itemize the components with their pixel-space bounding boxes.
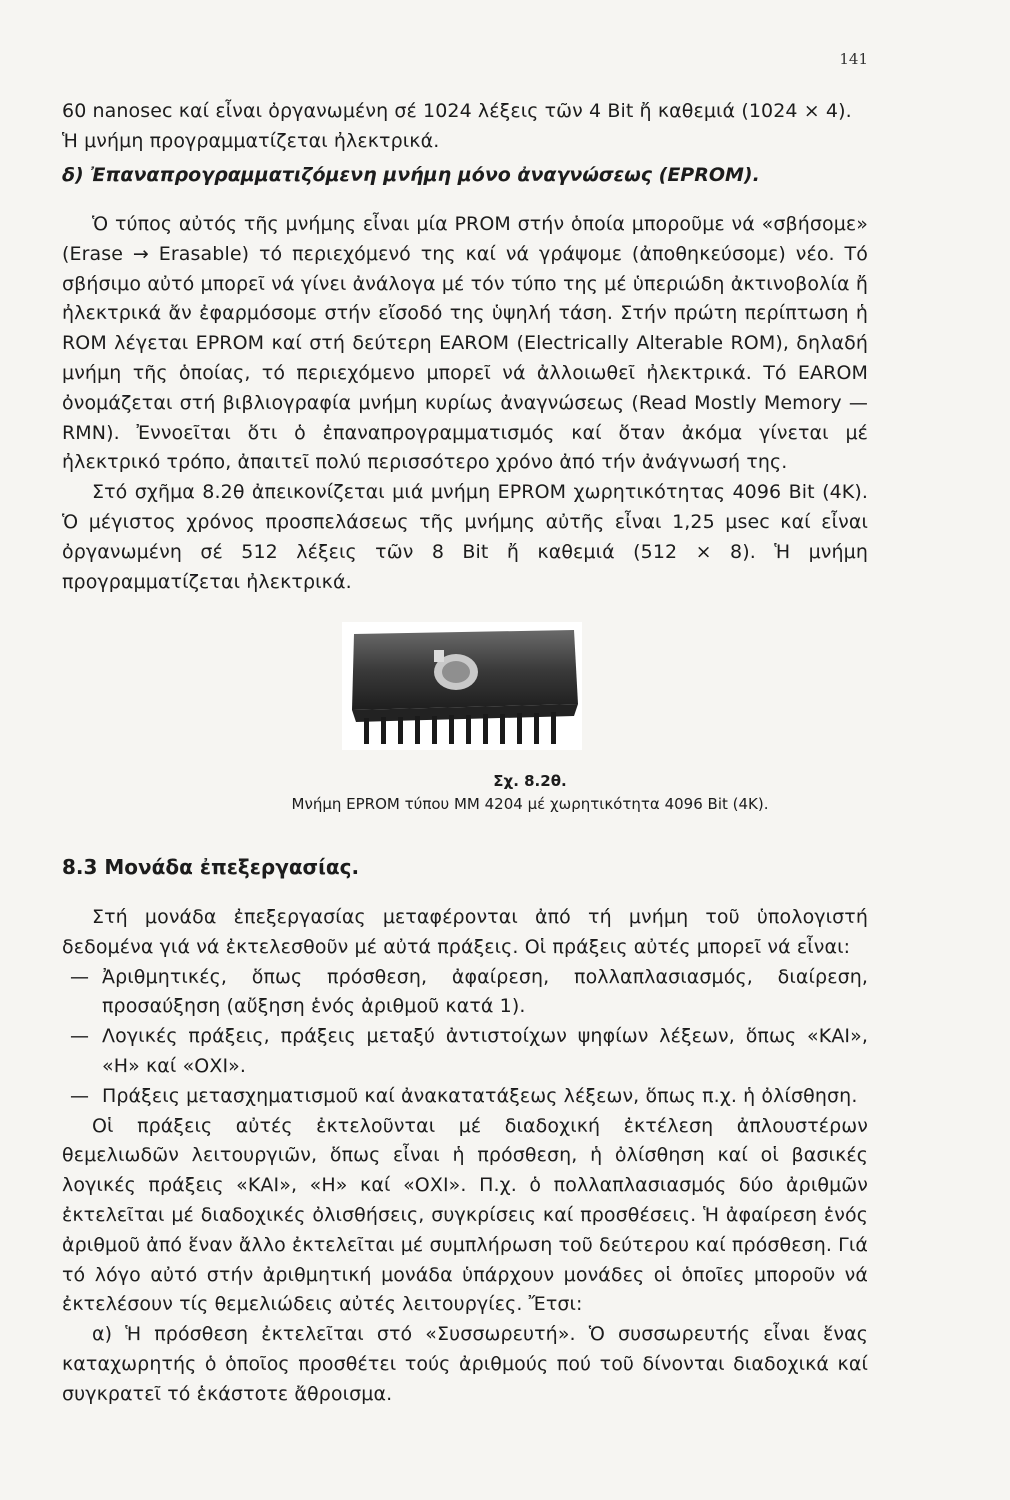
eprom-section xyxy=(62,210,868,597)
list-item xyxy=(62,1022,868,1082)
list-dash: — xyxy=(70,965,90,988)
eprom-chip-photo xyxy=(342,622,582,750)
page-number: 141 xyxy=(839,50,868,68)
subsection-heading: δ) Ἐπαναπρογραμματιζόμενη μνήμη μόνο ἀναγνώσεως (EPROM). xyxy=(62,164,760,186)
list-dash: — xyxy=(70,1025,90,1048)
top-paragraph xyxy=(62,97,868,157)
list-dash: — xyxy=(70,1084,90,1107)
eprom-paragraph: Ὁ τύπος αὐτός τῆς μνήμης εἶναι μία PROM στήν ὁποία μποροῦμε νά «σβήσομε» (Erase → Erasable) τό περιεχόμενό της καί νά γράψομε (ἀποθηκεύσομε) νέο. Τό σβήσιμο αὐτό μπορεῖ νά γίνει ἀνάλογα μέ τόν τύπο της μέ ὑπεριώδη ἀκτινοβολία ἤ ἠλεκτρικά ἄν ἐφαρμόσομε στήν εἴσοδό της ὑψηλή τάση. Στήν πρώτη περίπτωση ἡ ROM λέγεται EPROM καί στή δεύτερη EAROM (Electrically Alterable ROM), δηλαδή μνήμη τῆς ὁποίας, τό περιεχόμενο μπορεῖ νά ἀλλοιωθεῖ ἠλεκτρικά. Τό EAROM ὀνομάζεται στή βιβλιογραφία μνήμη κυρίως ἀναγνώσεως (Read Mostly Memory — RMN). Ἐννοεῖται ὅτι ὁ ἐπαναπρογραμματισμός καί ὅταν ἀκόμα γίνεται μέ ἠλεκτρικό τρόπο, ἀπαιτεῖ πολύ περισσότερο χρόνο ἀπό τήν ἀνάγνωσή της. xyxy=(62,213,868,474)
list-item-text: Λογικές πράξεις, πράξεις μεταξύ ἀντιστοίχων ψηφίων λέξεων, ὅπως «ΚΑΙ», «Η» καί «ΟΧΙ». xyxy=(102,1025,868,1077)
figure-ref-paragraph: Στό σχῆμα 8.2θ ἀπεικονίζεται μιά μνήμη EPROM χωρητικότητας 4096 Bit (4K). Ὁ μέγιστος χρόνος προσπελάσεως τῆς μνήμης αὐτῆς εἶναι 1,25 μsec καί εἶναι ὀργανωμένη σέ 512 λέξεις τῶν 8 Bit ἤ καθεμιά (512 × 8). Ἡ μνήμη προγραμματίζεται ἠλεκτρικά. xyxy=(62,481,868,593)
item-a-paragraph: α) Ἡ πρόσθεση ἐκτελεῖται στό «Συσσωρευτή». Ὁ συσσωρευτής εἶναι ἕνας καταχωρητής ὁ ὁποῖος προσθέτει τούς ἀριθμούς πού τοῦ δίνονται διαδοχικά καί συγκρατεῖ τό ἑκάστοτε ἄθροισμα. xyxy=(62,1323,868,1405)
operations-paragraph: Οἱ πράξεις αὐτές ἐκτελοῦνται μέ διαδοχική ἐκτέλεση ἀπλουστέρων θεμελιωδῶν λειτουργιῶν, ὅπως εἶναι ἡ πρόσθεση, ἡ ὀλίσθηση καί οἱ βασικές λογικές πράξεις «ΚΑΙ», «Η» καί «ΟΧΙ». Π.χ. ὁ πολλαπλασιασμός δύο ἀριθμῶν ἐκτελεῖται μέ διαδοχικές ὀλισθήσεις, συγκρίσεις καί προσθέσεις. Ἡ ἀφαίρεση ἑνός ἀριθμοῦ ἀπό ἕναν ἄλλο ἐκτελεῖται μέ συμπλήρωση τοῦ δεύτερου καί πρόσθεση. Γιά τό λόγο αὐτό στήν ἀριθμητική μονάδα ὑπάρχουν μονάδες οἱ ὁποῖες μποροῦν νά ἐκτελέσουν τίς θεμελιώδεις αὐτές λειτουργίες. Ἔτσι: xyxy=(62,1114,868,1316)
processing-section xyxy=(62,903,868,1410)
list-item-text: Πράξεις μετασχηματισμοῦ καί ἀνακατατάξεως λέξεων, ὅπως π.χ. ἡ ὀλίσθηση. xyxy=(102,1084,858,1107)
text-line: 60 nanosec καί εἶναι ὀργανωμένη σέ 1024 λέξεις τῶν 4 Bit ἤ καθεμιά (1024 × 4). xyxy=(62,100,852,122)
list-item xyxy=(62,963,868,1023)
figure-label: Σχ. 8.2θ. xyxy=(493,772,567,790)
text-line: Ἡ μνήμη προγραμματίζεται ἠλεκτρικά. xyxy=(62,129,440,152)
list-item xyxy=(62,1082,868,1112)
list-item-text: Ἀριθμητικές, ὅπως πρόσθεση, ἀφαίρεση, πολλαπλασιασμός, διαίρεση, προσαύξηση (αὔξηση ἑνός ἀριθμοῦ κατά 1). xyxy=(102,965,868,1018)
processing-intro: Στή μονάδα ἐπεξεργασίας μεταφέρονται ἀπό τή μνήμη τοῦ ὑπολογιστή δεδομένα γιά νά ἐκτελεσθοῦν μέ αὐτά πράξεις. Οἱ πράξεις αὐτές μπορεῖ νά εἶναι: xyxy=(62,906,868,958)
section-heading: 8.3 Μονάδα ἐπεξεργασίας. xyxy=(62,855,360,879)
figure-caption: Μνήμη EPROM τύπου MM 4204 μέ χωρητικότητα 4096 Bit (4K). xyxy=(291,795,769,813)
